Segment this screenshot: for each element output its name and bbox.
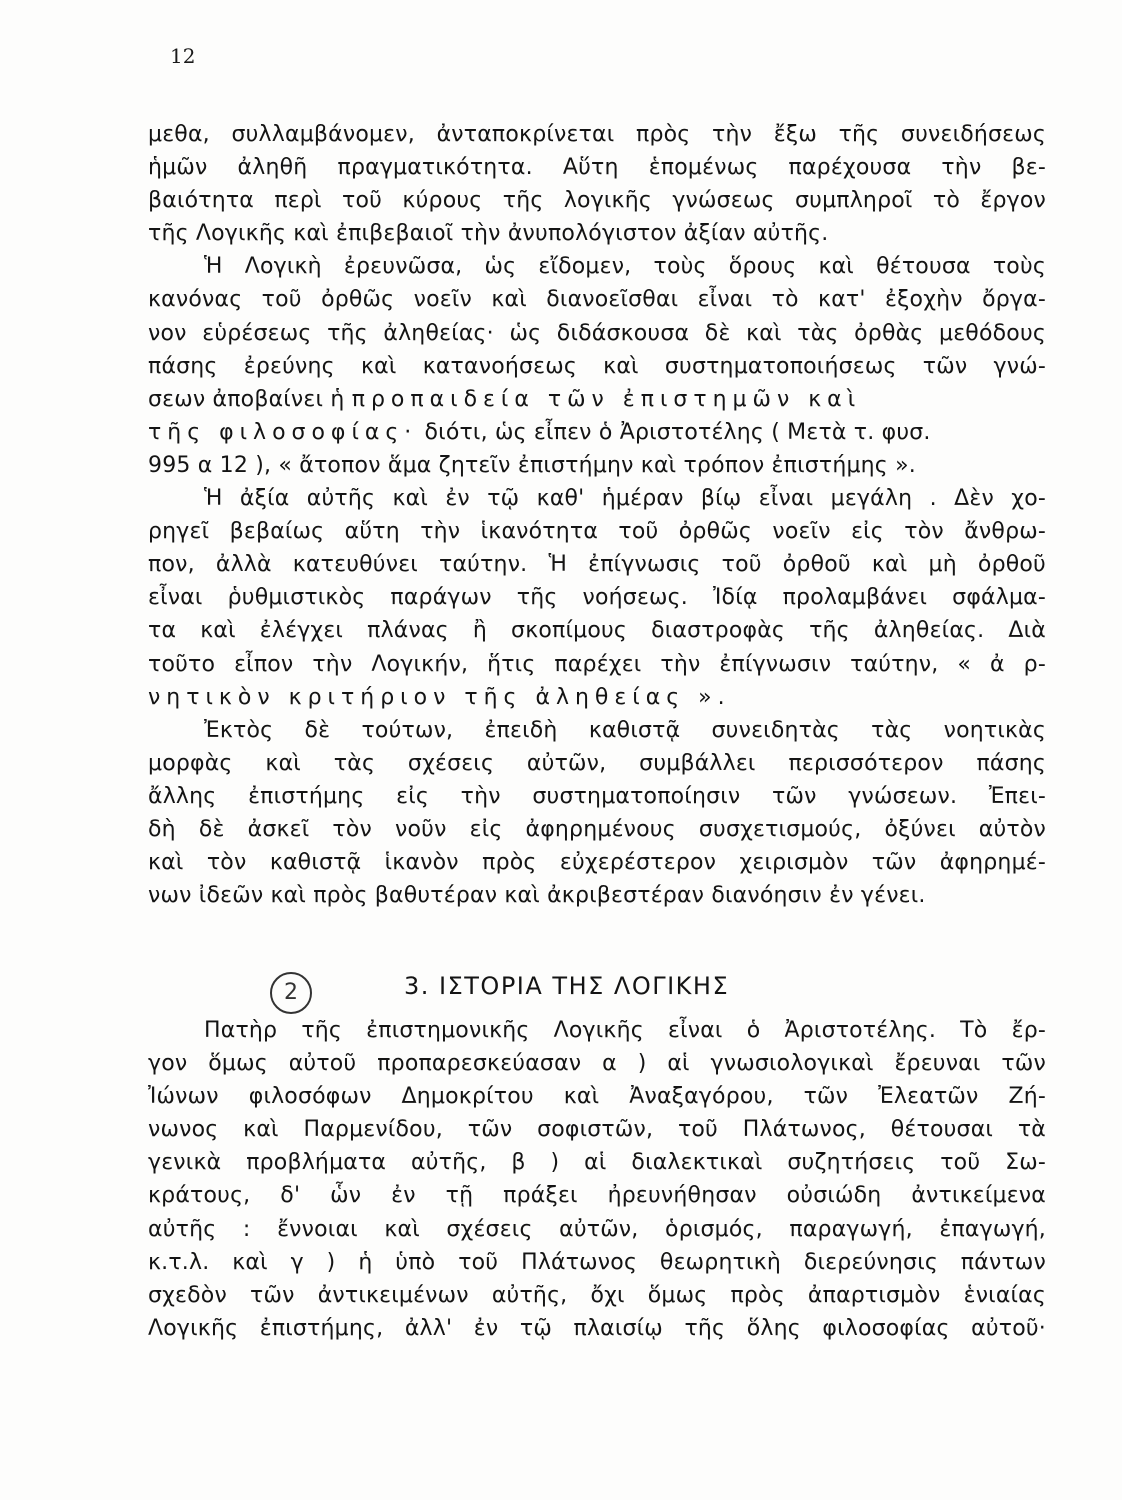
text-line: τα καὶ ἐλέγχει πλάνας ἢ σκοπίμους διαστροφὰς τῆς ἀληθείας. Διὰ	[148, 618, 1046, 644]
text-line: 995 α 12 ), « ἄτοπον ἅμα ζητεῖν ἐπιστήμην καὶ τρόπον ἐπιστήμης ».	[148, 452, 916, 478]
text-line: πον, ἀλλὰ κατευθύνει ταύτην. Ἡ ἐπίγνωσις τοῦ ὀρθοῦ καὶ μὴ ὀρθοῦ	[148, 552, 1046, 578]
text-fragment: διότι, ὡς εἶπεν ὁ Ἀριστοτέλης ( Μετὰ τ. φυσ.	[424, 419, 931, 445]
text-line: αὐτῆς : ἔννοιαι καὶ σχέσεις αὐτῶν, ὁρισμός, παραγωγή, ἐπαγωγή,	[148, 1216, 1046, 1242]
text-line: γον ὅμως αὐτοῦ προπαρεσκεύασαν α ) αἱ γνωσιολογικαὶ ἔρευναι τῶν	[148, 1051, 1046, 1077]
emphasis-spaced-text: τῆς φιλοσοφίας·	[148, 419, 418, 445]
text-line: ἡμῶν ἀληθῆ πραγματικότητα. Αὕτη ἑπομένως παρέχουσα τὴν βε-	[148, 155, 1046, 181]
text-line: μορφὰς καὶ τὰς σχέσεις αὐτῶν, συμβάλλει περισσότερον πάσης	[148, 750, 1046, 776]
section-heading: 3. ΙΣΤΟΡΙΑ ΤΗΣ ΛΟΓΙΚΗΣ	[404, 972, 730, 1000]
text-line: κράτους, δ' ὧν ἐν τῇ πράξει ἠρευνήθησαν οὐσιώδη ἀντικείμενα	[148, 1183, 1046, 1209]
text-line: ἄλλης ἐπιστήμης εἰς τὴν συστηματοποίησιν τῶν γνώσεων. Ἐπει-	[148, 783, 1046, 809]
text-line: Λογικῆς ἐπιστήμης, ἀλλ' ἐν τῷ πλαισίῳ τῆς ὅλης φιλοσοφίας αὐτοῦ·	[148, 1315, 1046, 1341]
text-line: νωνος καὶ Παρμενίδου, τῶν σοφιστῶν, τοῦ Πλάτωνος, θέτουσαι τὰ	[148, 1117, 1046, 1143]
text-line: Ἐκτὸς δὲ τούτων, ἐπειδὴ καθιστᾷ συνειδητὰς τὰς νοητικὰς	[204, 717, 1046, 743]
text-line: τοῦτο εἶπον τὴν Λογικήν, ἥτις παρέχει τὴν ἐπίγνωσιν ταύτην, « ἀ ρ-	[148, 651, 1046, 677]
text-line: εἶναι ῥυθμιστικὸς παράγων τῆς νοήσεως. Ἰδίᾳ προλαμβάνει σφάλμα-	[148, 585, 1046, 611]
section-heading-row	[270, 968, 970, 1018]
text-line: τῆς Λογικῆς καὶ ἐπιβεβαιοῖ τὴν ἀνυπολόγιστον ἀξίαν αὐτῆς.	[148, 221, 829, 247]
text-line: Ἰώνων φιλοσόφων Δημοκρίτου καὶ Ἀναξαγόρου, τῶν Ἐλεατῶν Ζή-	[148, 1084, 1046, 1110]
text-line: νον εὑρέσεως τῆς ἀληθείας· ὡς διδάσκουσα δὲ καὶ τὰς ὀρθὰς μεθόδους	[148, 320, 1046, 346]
text-line: νητικὸν κριτήριον τῆς ἀληθείας ».	[148, 684, 731, 710]
text-line: κ.τ.λ. καὶ γ ) ἡ ὑπὸ τοῦ Πλάτωνος θεωρητικὴ διερεύνησις πάντων	[148, 1249, 1046, 1275]
text-line: μεθα, συλλαμβάνομεν, ἀνταποκρίνεται πρὸς τὴν ἔξω τῆς συνειδήσεως	[148, 122, 1046, 147]
text-line: Πατὴρ τῆς ἐπιστημονικῆς Λογικῆς εἶναι ὁ Ἀριστοτέλης. Τὸ ἔρ-	[204, 1018, 1046, 1043]
body-text-section-a	[148, 118, 1046, 912]
text-fragment: σεων ἀποβαίνει ἡ	[148, 386, 345, 412]
text-line: βαιότητα περὶ τοῦ κύρους τῆς λογικῆς γνώσεως συμπληροῖ τὸ ἔργον	[148, 188, 1046, 214]
page-number: 12	[170, 44, 196, 68]
text-line: κανόνας τοῦ ὀρθῶς νοεῖν καὶ διανοεῖσθαι εἶναι τὸ κατ' ἐξοχὴν ὄργα-	[148, 287, 1046, 313]
text-line: καὶ τὸν καθιστᾷ ἱκανὸν πρὸς εὐχερέστερον χειρισμὸν τῶν ἀφηρημέ-	[148, 850, 1046, 876]
text-line	[148, 383, 1046, 416]
text-line: Ἡ Λογικὴ ἐρευνῶσα, ὡς εἴδομεν, τοὺς ὅρους καὶ θέτουσα τοὺς	[204, 254, 1046, 280]
text-line: δὴ δὲ ἀσκεῖ τὸν νοῦν εἰς ἀφηρημένους συσχετισμούς, ὀξύνει αὐτὸν	[148, 816, 1046, 842]
text-line: πάσης ἐρεύνης καὶ κατανοήσεως καὶ συστηματοποιήσεως τῶν γνώ-	[148, 353, 1046, 379]
text-line: Ἡ ἀξία αὐτῆς καὶ ἐν τῷ καθ' ἡμέραν βίῳ εἶναι μεγάλη . Δὲν χο-	[204, 486, 1046, 512]
text-line: γενικὰ προβλήματα αὐτῆς, β ) αἱ διαλεκτικαὶ συζητήσεις τοῦ Σω-	[148, 1150, 1046, 1176]
text-line: σχεδὸν τῶν ἀντικειμένων αὐτῆς, ὄχι ὅμως πρὸς ἀπαρτισμὸν ἑνιαίας	[148, 1282, 1046, 1308]
body-text-section-b	[148, 1014, 1046, 1345]
text-line: ρηγεῖ βεβαίως αὕτη τὴν ἱκανότητα τοῦ ὀρθῶς νοεῖν εἰς τὸν ἄνθρω-	[148, 519, 1046, 545]
text-line	[148, 416, 1046, 449]
text-line: νων ἰδεῶν καὶ πρὸς βαθυτέραν καὶ ἀκριβεστέραν διανόησιν ἐν γένει.	[148, 883, 926, 909]
emphasis-spaced-text: προπαιδεία τῶν ἐπιστημῶν καὶ	[351, 386, 862, 412]
handwritten-circled-number: 2	[270, 972, 312, 1014]
